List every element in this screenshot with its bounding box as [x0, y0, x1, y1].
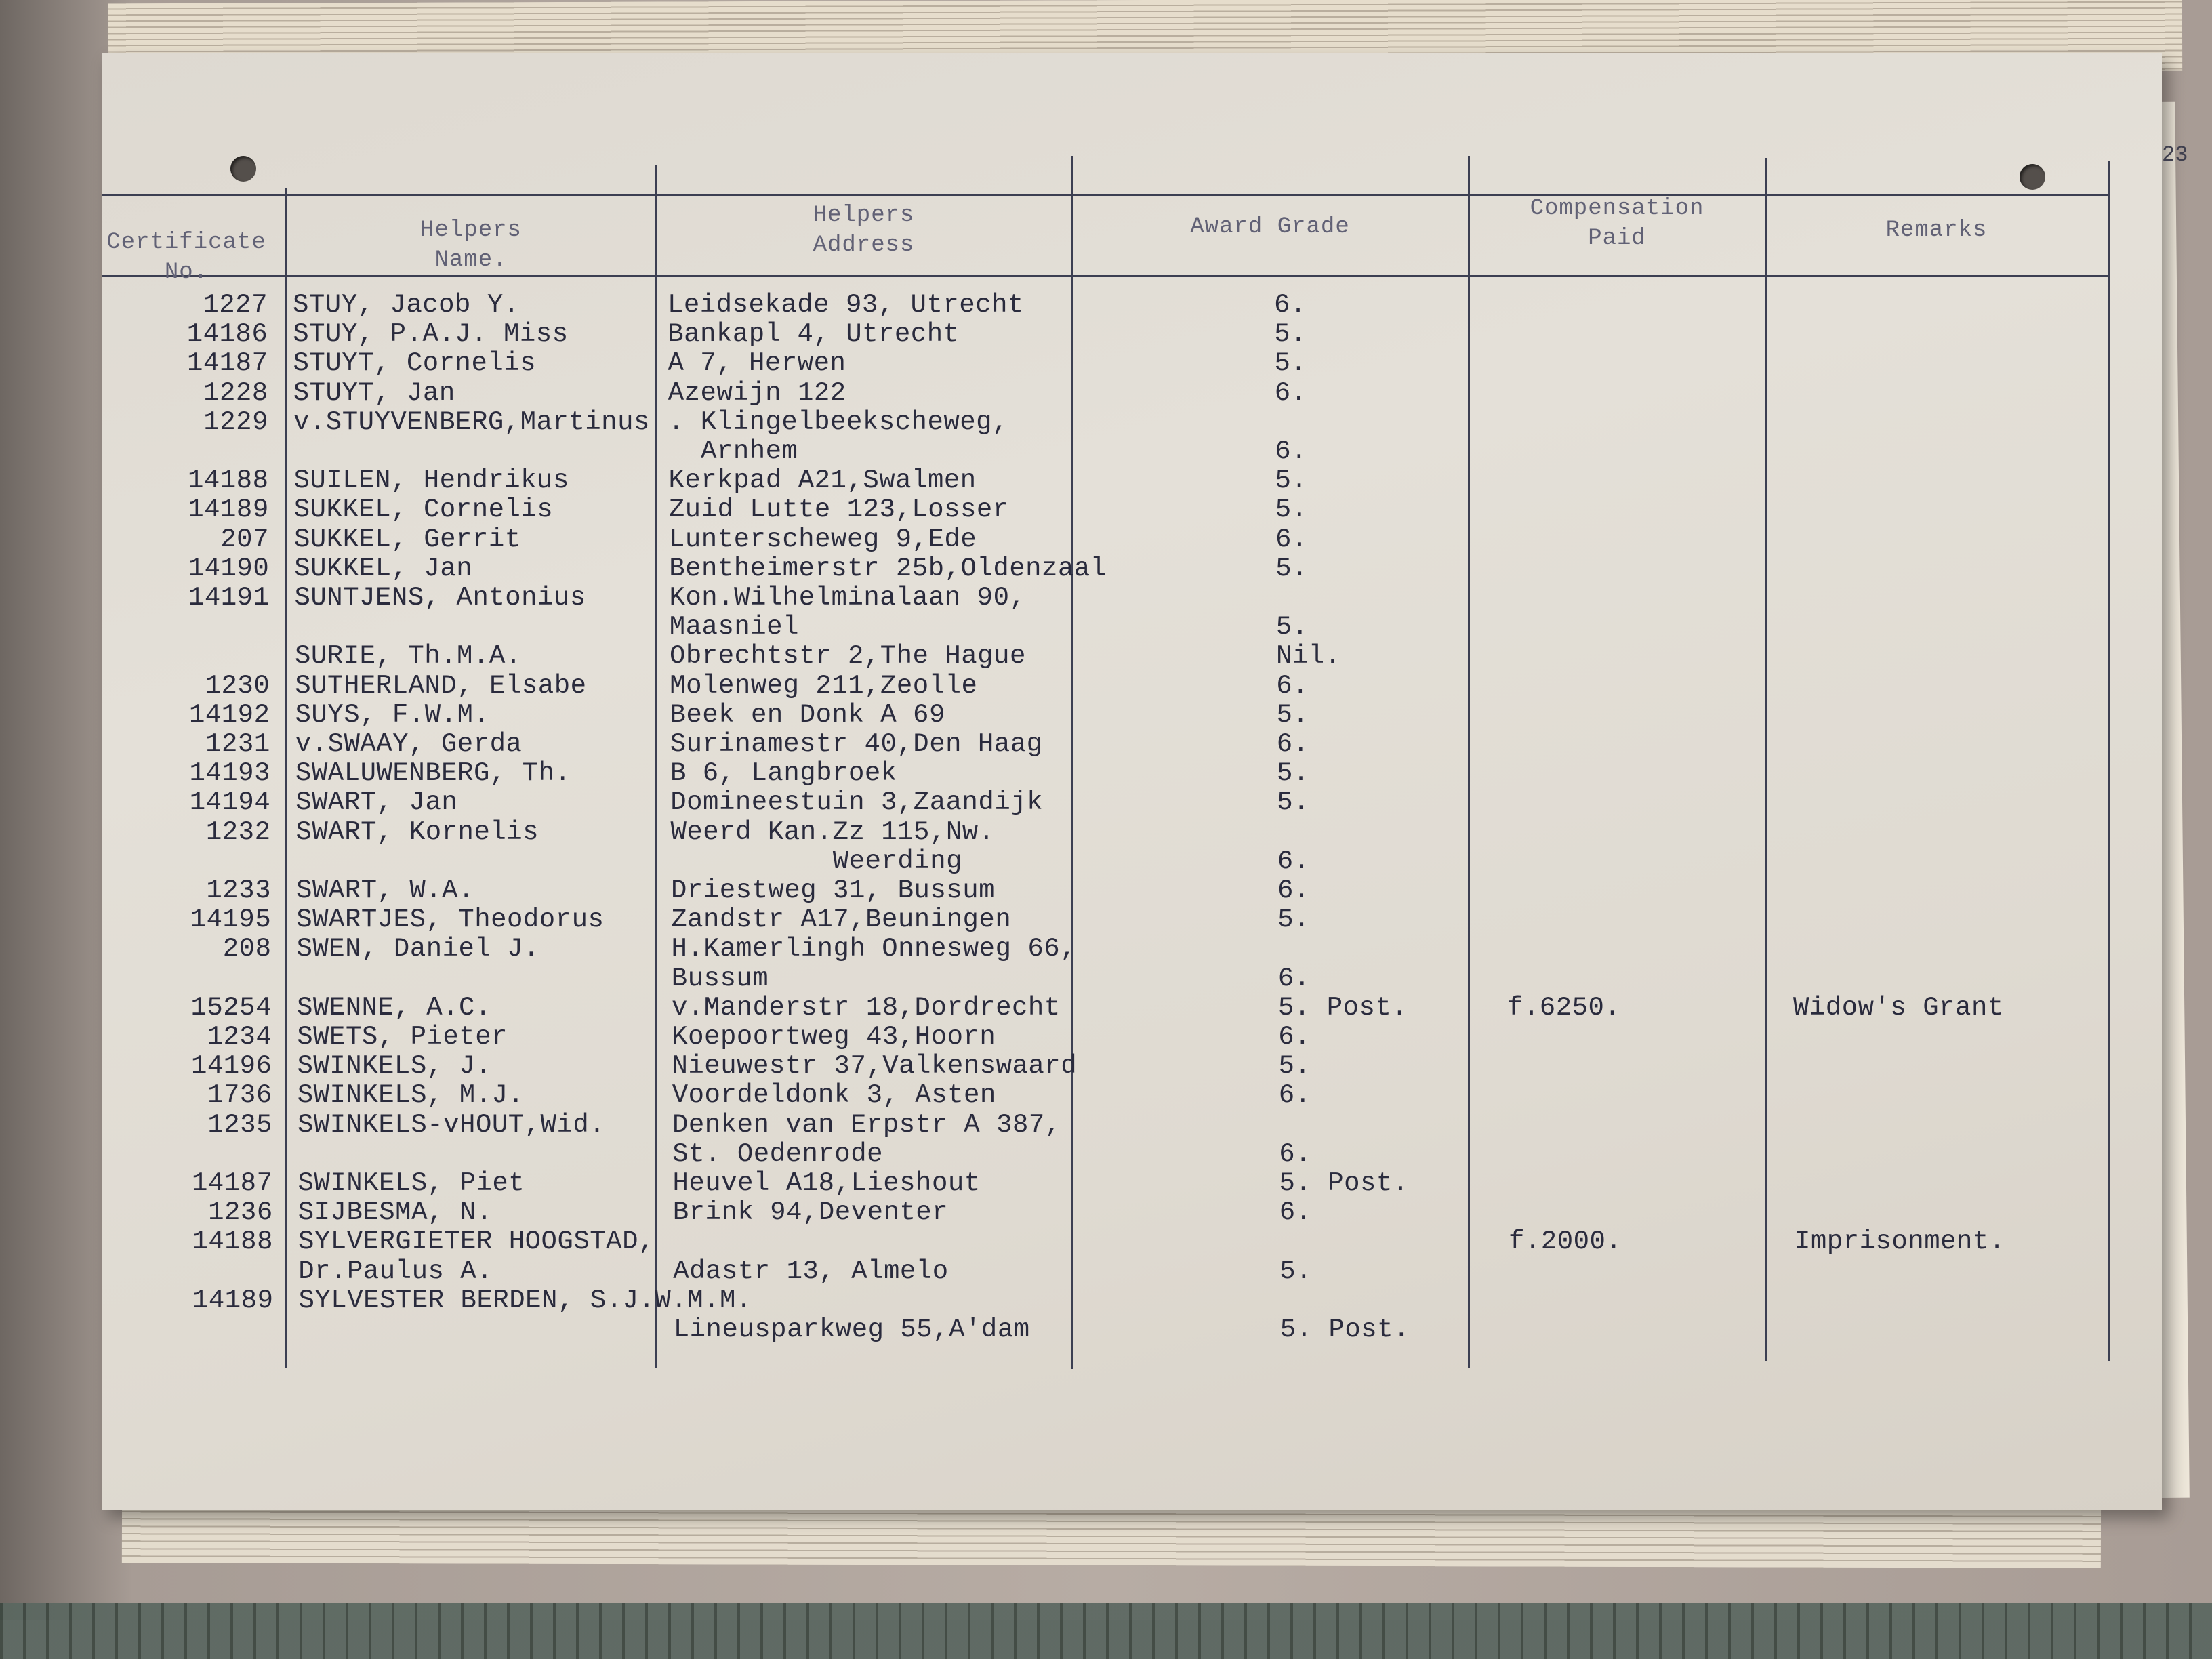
- helper-address: Weerding: [670, 846, 963, 876]
- award-grade: 5.: [1277, 787, 1310, 818]
- header-helpers-address: Helpers Address: [813, 203, 915, 258]
- helper-address: Obrechtstr 2,The Hague: [670, 641, 1026, 672]
- helper-address: Beek en Donk A 69: [670, 699, 945, 730]
- award-grade: 5.: [1274, 348, 1307, 379]
- certificate-number: 14195: [190, 905, 272, 935]
- certificate-number: 207: [220, 524, 269, 554]
- certificate-number: 208: [222, 934, 272, 964]
- award-grade: 6.: [1275, 436, 1308, 466]
- helper-address: H.Kamerlingh Onnesweg 66,: [671, 934, 1077, 964]
- award-grade: 5. Post.: [1279, 1315, 1410, 1345]
- helper-address: Maasniel: [669, 612, 799, 642]
- helper-address: . Klingelbeekscheweg,: [668, 407, 1008, 437]
- page-number: 23: [2162, 142, 2188, 167]
- helper-name: SWETS, Pieter: [297, 1022, 508, 1052]
- helper-address: Bussum: [671, 963, 769, 994]
- helper-name: SWINKELS, M.J.: [297, 1080, 525, 1111]
- helper-address: Molenweg 211,Zeolle: [670, 670, 978, 701]
- helper-address: Denken van Erpstr A 387,: [672, 1109, 1061, 1140]
- helper-name: SWEN, Daniel J.: [296, 934, 540, 964]
- helper-name: SIJBESMA, N.: [298, 1197, 493, 1228]
- award-grade: 6.: [1278, 1080, 1311, 1111]
- award-grade: 6.: [1277, 876, 1310, 905]
- column-rule-6: [2108, 161, 2110, 1361]
- compensation-paid: f.2000.: [1509, 1227, 1622, 1257]
- award-grade: 6.: [1276, 729, 1309, 759]
- header-helpers-name: Helpers Name.: [420, 218, 522, 273]
- award-grade: 5.: [1274, 319, 1307, 350]
- certificate-number: 14196: [190, 1051, 272, 1082]
- helper-address: Zuid Lutte 123,Losser: [668, 495, 1009, 525]
- helper-address: A 7, Herwen: [668, 348, 846, 379]
- helper-address: Surinamestr 40,Den Haag: [670, 729, 1043, 759]
- helper-name: SUKKEL, Cornelis: [293, 495, 554, 525]
- helper-name: STUY, P.A.J. Miss: [293, 319, 569, 350]
- helper-address: B 6, Langbroek: [670, 758, 897, 789]
- certificate-number: 1229: [203, 407, 268, 437]
- helper-name: SYLVERGIETER HOOGSTAD,: [298, 1227, 655, 1257]
- certificate-number: 1231: [205, 729, 270, 759]
- helper-address: Adastr 13, Almelo: [673, 1256, 949, 1286]
- award-grade: 5.: [1276, 699, 1309, 730]
- certificate-number: 14186: [186, 319, 268, 350]
- punch-hole-left: [230, 156, 256, 182]
- helper-address: Driestweg 31, Bussum: [671, 876, 996, 905]
- remarks: Widow's Grant: [1793, 992, 2004, 1023]
- helper-address: Kerkpad A21,Swalmen: [668, 466, 977, 496]
- award-grade: Nil.: [1276, 641, 1341, 672]
- helper-address: Heuvel A18,Lieshout: [672, 1168, 981, 1198]
- certificate-number: 14194: [189, 787, 271, 818]
- certificate-number: 14188: [192, 1227, 273, 1257]
- cutting-mat-strip: [0, 1603, 2212, 1659]
- helper-address: Zandstr A17,Beuningen: [671, 905, 1012, 935]
- helper-address: Voordeldonk 3, Asten: [672, 1080, 996, 1111]
- award-grade: 5.: [1277, 905, 1311, 935]
- header-compensation-paid: Compensation Paid: [1530, 196, 1704, 251]
- header-remarks: Remarks: [1885, 218, 1988, 243]
- helper-address: v.Manderstr 18,Dordrecht: [672, 992, 1061, 1023]
- table-top-rule: [102, 194, 2108, 196]
- award-grade: 5.: [1275, 612, 1309, 642]
- certificate-number: 14187: [186, 348, 268, 379]
- document-sheet: [102, 53, 2188, 1510]
- helper-address: Azewijn 122: [668, 377, 846, 408]
- award-grade: 5.: [1275, 495, 1308, 525]
- award-grade: 5. Post.: [1279, 1168, 1409, 1198]
- helper-name: SUKKEL, Gerrit: [294, 524, 521, 554]
- punch-hole-right: [2020, 164, 2045, 190]
- helper-address: Arnhem: [668, 436, 798, 466]
- helper-name: SUTHERLAND, Elsabe: [295, 670, 587, 701]
- helper-name: v.SWAAY, Gerda: [295, 729, 523, 759]
- certificate-number: 1227: [203, 290, 268, 320]
- helper-name: SWINKELS, Piet: [298, 1168, 525, 1198]
- helper-address: Leidsekade 93, Utrecht: [668, 290, 1024, 320]
- helper-name: SUILEN, Hendrikus: [293, 466, 569, 496]
- award-grade: 6.: [1275, 524, 1308, 554]
- helper-address: Bentheimerstr 25b,Oldenzaal: [669, 553, 1107, 583]
- award-grade: 5.: [1277, 758, 1309, 789]
- helper-name: SUYS, F.W.M.: [295, 699, 490, 730]
- helper-address: Koepoortweg 43,Hoorn: [672, 1022, 996, 1052]
- certificate-number: 1236: [208, 1197, 273, 1228]
- helper-name: SUKKEL, Jan: [294, 553, 473, 583]
- helper-name: SWARTJES, Theodorus: [296, 905, 605, 935]
- helper-address: Weerd Kan.Zz 115,Nw.: [670, 817, 995, 847]
- header-award-grade: Award Grade: [1190, 214, 1350, 240]
- certificate-number: 14192: [188, 699, 270, 730]
- column-rule-1: [285, 188, 287, 1368]
- certificate-number: 1736: [207, 1080, 272, 1111]
- helper-address: Kon.Wilhelminalaan 90,: [669, 583, 1026, 613]
- certificate-number: 14187: [191, 1168, 273, 1198]
- remarks: Imprisonment.: [1795, 1227, 2005, 1257]
- helper-name: SWINKELS-vHOUT,Wid.: [298, 1109, 606, 1140]
- helper-address: Brink 94,Deventer: [672, 1197, 949, 1228]
- award-grade: 5.: [1279, 1256, 1313, 1286]
- helper-name: SYLVESTER BERDEN, S.J.W.M.M.: [298, 1285, 752, 1315]
- certificate-number: 1234: [207, 1022, 272, 1052]
- certificate-number: 14189: [192, 1285, 274, 1315]
- award-grade: 6.: [1277, 846, 1310, 876]
- helper-address: St. Oedenrode: [672, 1139, 883, 1169]
- header-certificate: Certificate No.: [106, 230, 266, 285]
- helper-name: v.STUYVENBERG,Martinus: [293, 407, 650, 437]
- award-grade: 6.: [1274, 377, 1307, 408]
- helper-name: SWENNE, A.C.: [297, 992, 491, 1023]
- certificate-number: 1230: [205, 670, 270, 701]
- helper-address: Bankapl 4, Utrecht: [668, 319, 960, 350]
- award-grade: 6.: [1277, 963, 1311, 994]
- helper-address: Lineusparkweg 55,A'dam: [673, 1315, 1030, 1345]
- helper-name: SUNTJENS, Antonius: [294, 583, 586, 613]
- award-grade: 6.: [1278, 1022, 1311, 1052]
- certificate-number: 14191: [188, 583, 270, 613]
- helper-name: SWINKELS, J.: [297, 1051, 492, 1082]
- award-grade: 5. Post.: [1278, 992, 1408, 1023]
- helper-address: Lunterscheweg 9,Ede: [669, 524, 977, 554]
- certificate-number: 14189: [188, 495, 269, 525]
- certificate-number: 1235: [207, 1109, 272, 1140]
- award-grade: 5.: [1275, 553, 1309, 583]
- helper-name: STUYT, Jan: [293, 377, 455, 408]
- helper-name: SURIE, Th.M.A.: [295, 641, 522, 672]
- certificate-number: 14188: [187, 466, 269, 496]
- award-grade: 5.: [1275, 466, 1308, 496]
- certificate-number: 1232: [205, 817, 271, 847]
- helper-address: Domineestuin 3,Zaandijk: [670, 787, 1044, 818]
- certificate-number: 14190: [188, 553, 270, 583]
- award-grade: 6.: [1274, 290, 1307, 320]
- certificate-number: 14193: [189, 758, 270, 789]
- helper-name: SWART, Jan: [295, 787, 458, 818]
- certificate-number: 1233: [206, 876, 271, 905]
- helper-name: SWALUWENBERG, Th.: [295, 758, 571, 789]
- compensation-paid: f.6250.: [1507, 992, 1621, 1023]
- award-grade: 6.: [1279, 1139, 1312, 1169]
- certificate-number: 15254: [190, 992, 272, 1023]
- helper-name: SWART, W.A.: [296, 876, 474, 905]
- certificate-number: 1228: [203, 377, 268, 408]
- award-grade: 5.: [1278, 1051, 1311, 1082]
- award-grade: 6.: [1279, 1197, 1312, 1228]
- table-header-rule: [102, 275, 2108, 277]
- column-rule-5: [1765, 158, 1767, 1361]
- helper-name: Dr.Paulus A.: [298, 1256, 493, 1286]
- helper-name: STUY, Jacob Y.: [293, 290, 520, 320]
- award-grade: 6.: [1276, 670, 1309, 701]
- helper-address: Nieuwestr 37,Valkenswaard: [672, 1051, 1078, 1082]
- helper-name: SWART, Kornelis: [295, 817, 539, 847]
- helper-name: STUYT, Cornelis: [293, 348, 537, 379]
